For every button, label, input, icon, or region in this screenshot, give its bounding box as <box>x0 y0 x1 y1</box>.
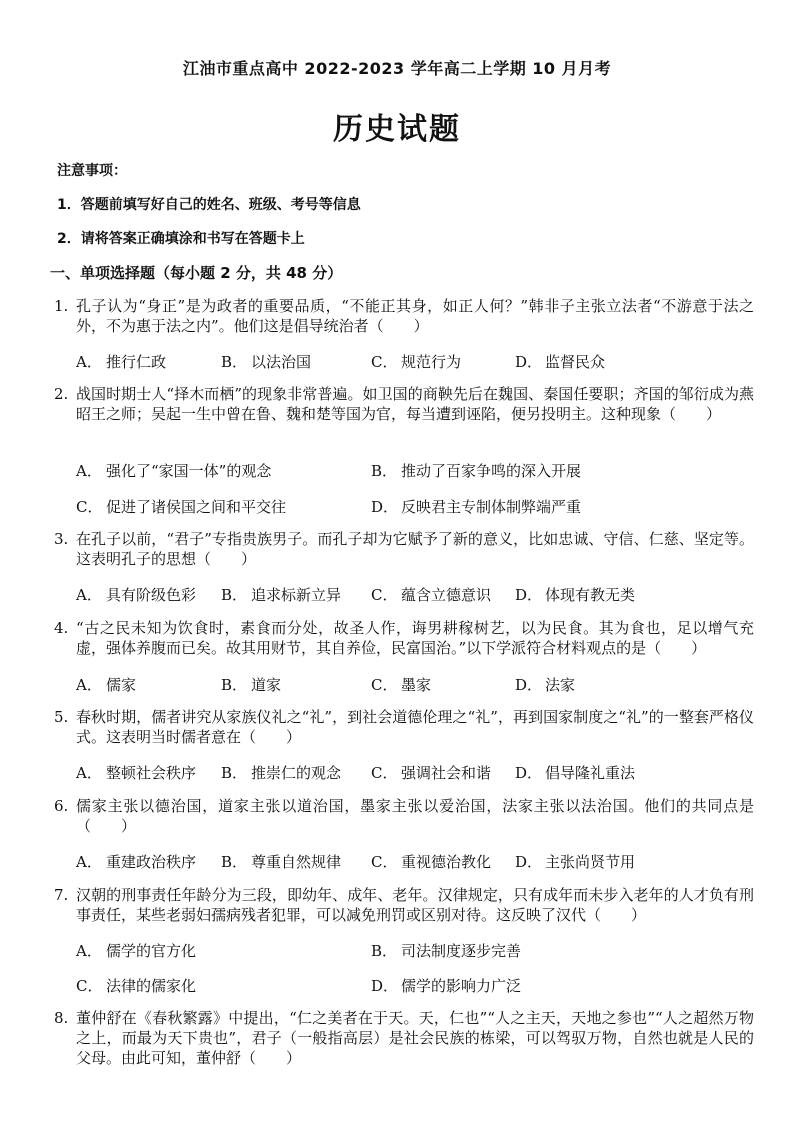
section-heading: 一、单项选择题（每小题 2 分，共 48 分） <box>50 264 343 282</box>
option-d[interactable]: D． 体现有教无类 <box>515 586 636 604</box>
question-number: 5. <box>54 708 69 726</box>
question-number: 8. <box>54 1009 69 1027</box>
note-item: 2．请将答案正确填涂和书写在答题卡上 <box>57 231 305 247</box>
option-a[interactable]: A． 具有阶级色彩 <box>76 586 197 604</box>
question-number: 3. <box>54 530 69 548</box>
option-a[interactable]: A． 儒学的官方化 <box>76 942 197 960</box>
option-d[interactable]: D． 监督民众 <box>515 353 606 371</box>
option-c[interactable]: C． 促进了诸侯国之间和平交往 <box>76 498 287 516</box>
question-text: 汉朝的刑事责任年龄分为三段，即幼年、成年、老年。汉律规定，只有成年而未步入老年的人才负有刑事责任，某些老弱妇孺病残者犯罪，可以减免刑罚或区别对待。这反映了汉代（ ） <box>76 886 754 924</box>
option-b[interactable]: B． 推动了百家争鸣的深入开展 <box>371 462 582 480</box>
question-number: 2. <box>54 385 69 403</box>
option-d[interactable]: D． 法家 <box>515 676 576 694</box>
question-text: 春秋时期，儒者讲究从家族仪礼之“礼”，到社会道德伦理之“礼”，再到国家制度之“礼”的一整套严格仪式。这表明当时儒者意在（ ） <box>76 708 754 746</box>
question-number: 1. <box>54 297 69 315</box>
option-b[interactable]: B． 道家 <box>221 676 282 694</box>
question-number: 6. <box>54 797 69 815</box>
note-item: 1．答题前填写好自己的姓名、班级、考号等信息 <box>57 197 361 213</box>
option-a[interactable]: A． 儒家 <box>76 676 137 694</box>
question-1 <box>54 296 754 336</box>
question-3 <box>54 529 754 569</box>
question-5 <box>54 707 754 747</box>
option-b[interactable]: B． 尊重自然规律 <box>221 853 342 871</box>
option-c[interactable]: C． 规范行为 <box>371 353 462 371</box>
option-d[interactable]: D． 倡导隆礼重法 <box>515 764 636 782</box>
question-text: 孔子认为“身正”是为政者的重要品质，“不能正其身，如正人何？”韩非子主张立法者“不游意于法之外，不为惠于法之内”。他们这是倡导统治者（ ） <box>76 297 754 335</box>
option-d[interactable]: D． 反映君主专制体制弊端严重 <box>371 498 582 516</box>
option-b[interactable]: B． 司法制度逐步完善 <box>371 942 522 960</box>
question-text: 儒家主张以德治国，道家主张以道治国，墨家主张以爱治国，法家主张以法治国。他们的共同点是（ ） <box>76 797 754 835</box>
option-c[interactable]: C． 蕴含立德意识 <box>371 586 492 604</box>
question-text: 董仲舒在《春秋繁露》中提出，“仁之美者在于天。天，仁也”“人之主天，天地之参也”“人之超然万物之上，而最为天下贵也”，君子（一般指高层）是社会民族的栋梁，可以驾驭万物，自然也就是人民的父母。由此可知，董仲舒（ ） <box>76 1009 754 1067</box>
option-c[interactable]: C． 强调社会和谐 <box>371 764 492 782</box>
option-d[interactable]: D． 儒学的影响力广泛 <box>371 977 522 995</box>
option-c[interactable]: C． 墨家 <box>371 676 432 694</box>
option-c[interactable]: C． 重视德治教化 <box>371 853 492 871</box>
question-text: 在孔子以前，“君子”专指贵族男子。而孔子却为它赋予了新的意义，比如忠诚、守信、仁慈、坚定等。这表明孔子的思想（ ） <box>76 530 754 568</box>
question-number: 7. <box>54 886 69 904</box>
question-text: 战国时期士人“择木而栖”的现象非常普遍。如卫国的商鞅先后在魏国、秦国任要职；齐国的邹衍成为燕昭王之师；吴起一生中曾在鲁、魏和楚等国为官，每当遭到诬陷，便另投明主。这种现象（ ） <box>76 385 754 423</box>
question-number: 4. <box>54 619 69 637</box>
option-b[interactable]: B． 追求标新立异 <box>221 586 342 604</box>
option-b[interactable]: B． 以法治国 <box>221 353 312 371</box>
option-c[interactable]: C． 法律的儒家化 <box>76 977 197 995</box>
question-4 <box>54 618 754 658</box>
option-a[interactable]: A． 整顿社会秩序 <box>76 764 197 782</box>
notes-heading: 注意事项： <box>57 163 127 179</box>
option-b[interactable]: B． 推崇仁的观念 <box>221 764 342 782</box>
exam-title: 历史试题 <box>333 112 461 147</box>
option-d[interactable]: D． 主张尚贤节用 <box>515 853 636 871</box>
question-2 <box>54 384 754 424</box>
question-8 <box>54 1008 754 1068</box>
option-a[interactable]: A． 强化了“家国一体”的观念 <box>76 462 272 480</box>
option-a[interactable]: A． 重建政治秩序 <box>76 853 197 871</box>
question-6 <box>54 796 754 836</box>
school-title: 江油市重点高中 2022-2023 学年高二上学期 10 月月考 <box>182 59 612 78</box>
question-7 <box>54 885 754 925</box>
question-text: “古之民未知为饮食时，素食而分处，故圣人作，诲男耕稼树艺，以为民食。其为食也，足以增气充虚，强体养腹而已矣。故其用财节，其自养俭，民富国治。”以下学派符合材料观点的是（ ） <box>76 619 754 657</box>
option-a[interactable]: A． 推行仁政 <box>76 353 167 371</box>
